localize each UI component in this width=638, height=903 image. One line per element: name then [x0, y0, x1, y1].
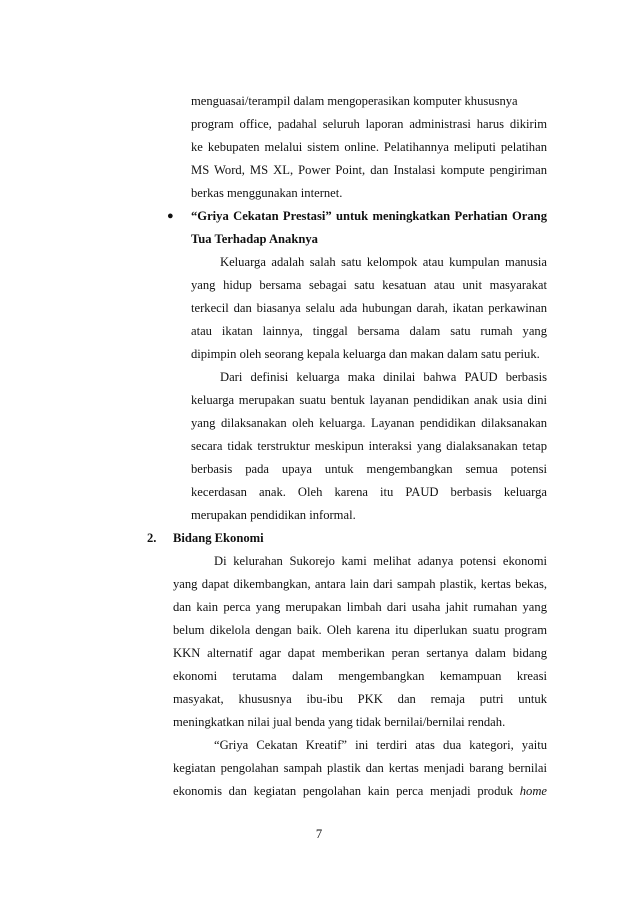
text-line: Keluarga adalah salah satu kelompok atau kumpulan manusia	[220, 255, 547, 269]
text-line: berkas menggunakan internet.	[191, 186, 343, 200]
text-line: Dari definisi keluarga maka dinilai bahwa PAUD berbasis	[220, 370, 547, 384]
text-line: menguasai/terampil dalam mengoperasikan komputer khususnya	[191, 94, 518, 108]
text-line: KKN alternatif agar dapat memberikan peran sertanya dalam bidang	[173, 646, 547, 660]
italic-word: home	[519, 784, 547, 798]
text-line: dipimpin oleh seorang kepala keluarga dan makan dalam satu periuk.	[191, 347, 540, 361]
bullet-icon: ●	[167, 210, 174, 222]
text-line: keluarga merupakan suatu bentuk layanan pendidikan anak usia dini	[191, 393, 547, 407]
text-line: yang hidup bersama sebagai satu kesatuan atau unit masyarakat	[191, 278, 547, 292]
text-line: ke kebupaten melalui sistem online. Pelatihannya meliputi pelatihan	[191, 140, 547, 154]
text-line: belum dikelola dengan baik. Oleh karena itu diperlukan suatu program	[173, 623, 547, 637]
text-line	[173, 783, 547, 799]
text-line: meningkatkan nilai jual benda yang tidak bernilai/bernilai rendah.	[173, 715, 506, 729]
section-heading: Bidang Ekonomi	[173, 531, 264, 545]
text-line: yang dapat dikembangkan, antara lain dari sampah plastik, kertas bekas,	[173, 577, 547, 591]
text-line: dan kain perca yang merupakan limbah dari usaha jahit rumahan yang	[173, 600, 547, 614]
text-line: Di kelurahan Sukorejo kami melihat adanya potensi ekonomi	[214, 554, 547, 568]
text-line: berbasis pada upaya untuk mengembangkan semua potensi	[191, 462, 547, 476]
text-line: terkecil dan biasanya selalu ada hubungan darah, ikatan perkawinan	[191, 301, 547, 315]
text-line: masyakat, khususnya ibu-ibu PKK dan remaja putri untuk	[173, 692, 547, 706]
page-number: 7	[315, 827, 323, 841]
text-line: ekonomi terutama dalam mengembangkan kemampuan kreasi	[173, 669, 547, 683]
text-line: secara tidak terstruktur meskipun interaksi yang dialaksanakan tetap	[191, 439, 547, 453]
text-line: MS Word, MS XL, Power Point, dan Instalasi kompute pengiriman	[191, 163, 547, 177]
section-number: 2.	[147, 531, 157, 545]
bullet-heading-line: Tua Terhadap Anaknya	[191, 232, 318, 246]
bullet-heading-line: “Griya Cekatan Prestasi” untuk meningkatkan Perhatian Orang	[191, 209, 547, 223]
text-line: yang dilaksanakan oleh keluarga. Layanan pendidikan dilaksanakan	[191, 416, 547, 430]
text-line: atau ikatan lainnya, tinggal bersama dalam satu rumah yang	[191, 324, 547, 338]
text-line-main: ekonomis dan kegiatan pengolahan kain perca menjadi produk	[173, 784, 513, 798]
text-line: program office, padahal seluruh laporan administrasi harus dikirim	[191, 117, 547, 131]
text-line: kegiatan pengolahan sampah plastik dan kertas menjadi barang bernilai	[173, 761, 547, 775]
text-line: kecerdasan anak. Oleh karena itu PAUD berbasis keluarga	[191, 485, 547, 499]
text-line: merupakan pendidikan informal.	[191, 508, 356, 522]
text-line: “Griya Cekatan Kreatif” ini terdiri atas dua kategori, yaitu	[214, 738, 547, 752]
